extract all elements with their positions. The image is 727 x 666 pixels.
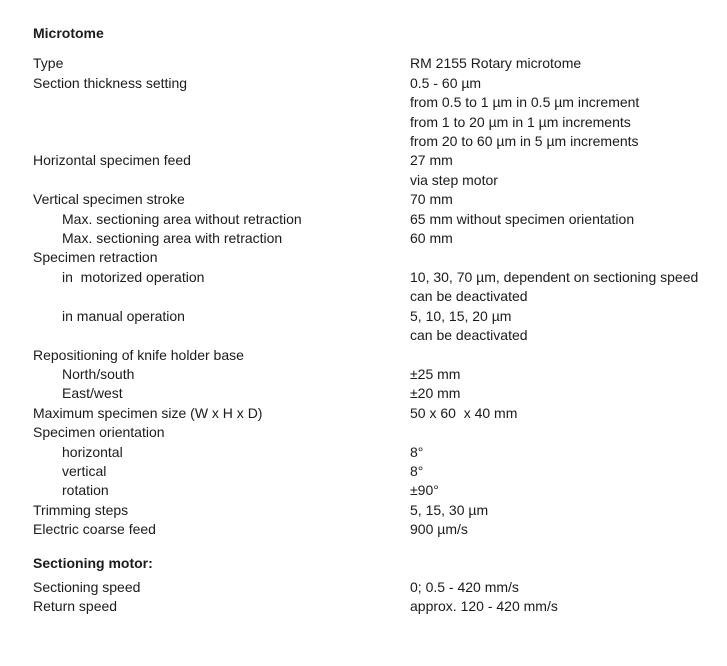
spec-label: Section thickness setting: [33, 74, 188, 91]
spec-row: [33, 229, 717, 248]
spec-value: 0.5 - 60 µm: [410, 74, 482, 91]
spec-label: North/south: [62, 365, 135, 382]
spec-label: Electric coarse feed: [33, 521, 156, 538]
spec-value: ±20 mm: [410, 385, 461, 402]
spec-value: 8°: [410, 443, 424, 460]
spec-row: [33, 132, 717, 151]
spec-label: Return speed: [33, 598, 118, 615]
spec-label: horizontal: [62, 443, 123, 460]
spec-row: [33, 404, 717, 423]
spec-row: [33, 481, 717, 500]
spec-label: in manual operation: [62, 307, 185, 324]
spec-value: can be deactivated: [410, 327, 528, 344]
spec-label: Maximum specimen size (W x H x D): [33, 404, 263, 421]
spec-row: [33, 268, 717, 287]
spec-value: ±25 mm: [410, 365, 461, 382]
spec-row: [33, 54, 717, 73]
spec-section: [33, 24, 717, 540]
spec-value: from 20 to 60 µm in 5 µm increments: [410, 133, 639, 150]
spec-row: [33, 365, 717, 384]
spec-value: 5, 15, 30 µm: [410, 501, 489, 518]
spec-label: Trimming steps: [33, 501, 129, 518]
spec-value: 5, 10, 15, 20 µm: [410, 307, 512, 324]
spec-row: [33, 597, 717, 616]
section-title: Sectioning motor:: [33, 554, 153, 571]
spec-value: 70 mm: [410, 191, 453, 208]
spec-row: [33, 578, 717, 597]
section-title: Microtome: [33, 25, 104, 41]
spec-row: [33, 384, 717, 403]
spec-value: via step motor: [410, 171, 498, 188]
spec-value: ±90°: [410, 482, 439, 499]
spec-label: vertical: [62, 462, 107, 479]
spec-value: 65 mm without specimen orientation: [410, 210, 635, 227]
spec-row: [33, 171, 717, 190]
spec-value: approx. 120 - 420 mm/s: [410, 598, 558, 615]
spec-label: Horizontal specimen feed: [33, 152, 191, 169]
spec-value: 27 mm: [410, 152, 453, 169]
spec-label: Type: [33, 55, 64, 72]
spec-row: [33, 501, 717, 520]
spec-label: Specimen orientation: [33, 424, 165, 441]
spec-row: [33, 287, 717, 306]
spec-label: Vertical specimen stroke: [33, 191, 185, 208]
spec-value: 900 µm/s: [410, 521, 468, 538]
spec-row: [33, 74, 717, 93]
spec-row: [33, 346, 717, 365]
spec-section: [33, 554, 717, 617]
spec-row: [33, 326, 717, 345]
spec-label: in motorized operation: [62, 268, 205, 285]
spec-row: [33, 307, 717, 326]
spec-value: 8°: [410, 462, 424, 479]
spec-value: from 1 to 20 µm in 1 µm increments: [410, 113, 631, 130]
spec-row: [33, 93, 717, 112]
spec-value: 10, 30, 70 µm, dependent on sectioning speed: [410, 268, 699, 285]
spec-label: Specimen retraction: [33, 249, 158, 266]
spec-label: Max. sectioning area with retraction: [62, 230, 283, 247]
spec-value: 50 x 60 x 40 mm: [410, 404, 518, 421]
spec-label: Repositioning of knife holder base: [33, 346, 244, 363]
spec-row: [33, 462, 717, 481]
spec-row: [33, 423, 717, 442]
spec-value: from 0.5 to 1 µm in 0.5 µm increment: [410, 94, 640, 111]
spec-row: [33, 443, 717, 462]
spec-row: [33, 151, 717, 170]
spec-row: [33, 248, 717, 267]
spec-label: Max. sectioning area without retraction: [62, 210, 302, 227]
spec-row: [33, 113, 717, 132]
spec-label: rotation: [62, 482, 109, 499]
spec-value: 60 mm: [410, 230, 453, 247]
spec-value: RM 2155 Rotary microtome: [410, 55, 582, 72]
spec-row: [33, 210, 717, 229]
spec-label: Sectioning speed: [33, 578, 141, 595]
spec-row: [33, 190, 717, 209]
spec-value: 0; 0.5 - 420 mm/s: [410, 578, 519, 595]
spec-value: can be deactivated: [410, 288, 528, 305]
spec-label: East/west: [62, 385, 123, 402]
spec-row: [33, 520, 717, 539]
